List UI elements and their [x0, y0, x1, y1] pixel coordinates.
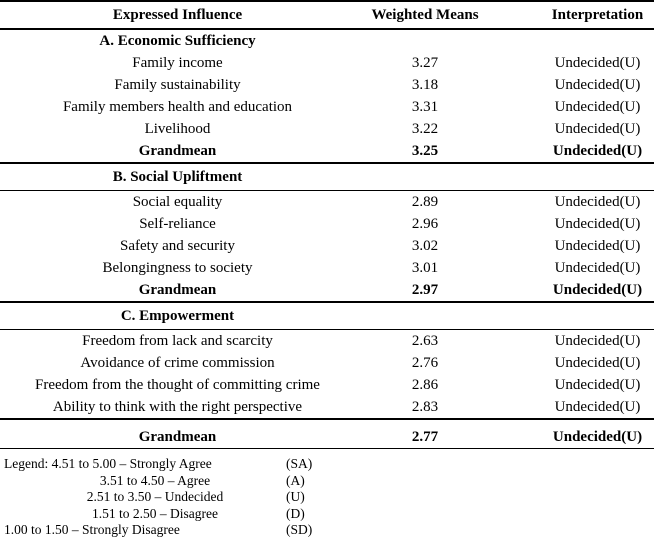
- influence-cell: Social equality: [132, 194, 223, 210]
- table-row: [0, 191, 654, 213]
- interpretation-cell: Undecided(U): [554, 399, 641, 415]
- influence-cell: Freedom from the thought of committing crime: [35, 377, 320, 393]
- section-b-title: B. Social Upliftment: [112, 168, 243, 185]
- mean-cell: 3.01: [411, 260, 439, 276]
- influence-cell: Belongingness to society: [102, 260, 253, 276]
- column-header-weighted-means: Weighted Means: [371, 7, 479, 23]
- influence-cell: Avoidance of crime commission: [80, 355, 275, 371]
- legend-code-a: (A): [286, 472, 305, 488]
- table-row: [0, 396, 654, 418]
- interpretation-cell: Undecided(U): [554, 333, 641, 349]
- table-row: [0, 52, 654, 74]
- legend-code-sa: (SA): [286, 456, 313, 471]
- mean-cell: 2.83: [411, 399, 439, 415]
- influence-cell: Self-reliance: [139, 216, 216, 232]
- legend-range-strongly-agree: Legend: 4.51 to 5.00 – Strongly Agree: [4, 456, 212, 471]
- interpretation-cell: Undecided(U): [554, 99, 641, 115]
- interpretation-cell: Undecided(U): [554, 121, 641, 137]
- table-row: [0, 235, 654, 257]
- influence-cell: Family sustainability: [114, 77, 241, 93]
- table-row: [0, 257, 654, 279]
- grandmean-interpretation: Undecided(U): [552, 428, 643, 445]
- influence-cell: Safety and security: [120, 238, 235, 254]
- mean-cell: 2.86: [411, 377, 439, 393]
- mean-cell: 3.27: [411, 55, 439, 71]
- section-c-header-row: [0, 303, 654, 329]
- legend-range-strongly-disagree: 1.00 to 1.50 – Strongly Disagree: [4, 522, 180, 537]
- column-header-expressed-influence: Expressed Influence: [112, 7, 243, 23]
- grandmean-value: 3.25: [411, 143, 439, 159]
- mean-cell: 2.96: [411, 216, 439, 232]
- influence-cell: Family income: [132, 55, 223, 71]
- interpretation-cell: Undecided(U): [554, 238, 641, 254]
- mean-cell: 3.02: [411, 238, 439, 254]
- table-row: [0, 96, 654, 118]
- table-row: [0, 213, 654, 235]
- legend-line: [4, 489, 654, 506]
- interpretation-cell: Undecided(U): [554, 194, 641, 210]
- legend-line: [4, 456, 654, 473]
- section-a-header-row: [0, 30, 654, 52]
- mean-cell: 2.63: [411, 333, 439, 349]
- mean-cell: 3.31: [411, 99, 439, 115]
- legend-range-undecided: 2.51 to 3.50 – Undecided: [86, 489, 224, 504]
- interpretation-cell: Undecided(U): [554, 260, 641, 276]
- grandmean-label: Grandmean: [138, 428, 217, 445]
- legend-range-agree: 3.51 to 4.50 – Agree: [99, 472, 211, 488]
- grandmean-value: 2.77: [411, 428, 439, 445]
- interpretation-cell: Undecided(U): [554, 377, 641, 393]
- section-b-header-row: [0, 164, 654, 190]
- column-header-interpretation: Interpretation: [551, 7, 644, 23]
- grandmean-label: Grandmean: [138, 143, 217, 159]
- legend-line: [4, 522, 654, 539]
- table-row: [0, 352, 654, 374]
- interpretation-cell: Undecided(U): [554, 355, 641, 371]
- table-row: [0, 330, 654, 352]
- legend-code-d: (D): [286, 505, 305, 521]
- table-row: [0, 118, 654, 140]
- influence-cell: Family members health and education: [62, 99, 293, 115]
- mean-cell: 2.76: [411, 355, 439, 371]
- grandmean-label: Grandmean: [138, 282, 217, 298]
- legend-code-u: (U): [286, 489, 305, 504]
- interpretation-cell: Undecided(U): [554, 77, 641, 93]
- influence-cell: Livelihood: [144, 121, 211, 137]
- table-header-row: [0, 2, 654, 28]
- table-row: [0, 74, 654, 96]
- mean-cell: 3.22: [411, 121, 439, 137]
- legend: [0, 456, 654, 539]
- legend-line: [4, 473, 654, 490]
- mean-cell: 2.89: [411, 194, 439, 210]
- influence-cell: Ability to think with the right perspective: [52, 399, 303, 415]
- section-c-title: C. Empowerment: [120, 307, 235, 324]
- legend-line: [4, 506, 654, 523]
- legend-range-disagree: 1.51 to 2.50 – Disagree: [92, 505, 218, 521]
- section-b-grandmean-row: [0, 279, 654, 301]
- section-c-grandmean-row: [0, 420, 654, 448]
- grandmean-interpretation: Undecided(U): [552, 282, 643, 298]
- table-row: [0, 374, 654, 396]
- interpretation-cell: Undecided(U): [554, 216, 641, 232]
- section-a-grandmean-row: [0, 140, 654, 162]
- influence-cell: Freedom from lack and scarcity: [82, 333, 273, 349]
- mean-cell: 3.18: [411, 77, 439, 93]
- legend-code-sd: (SD): [286, 522, 313, 537]
- section-a-title: A. Economic Sufficiency: [99, 33, 256, 49]
- grandmean-interpretation: Undecided(U): [552, 143, 643, 159]
- interpretation-cell: Undecided(U): [554, 55, 641, 71]
- grandmean-value: 2.97: [411, 282, 439, 298]
